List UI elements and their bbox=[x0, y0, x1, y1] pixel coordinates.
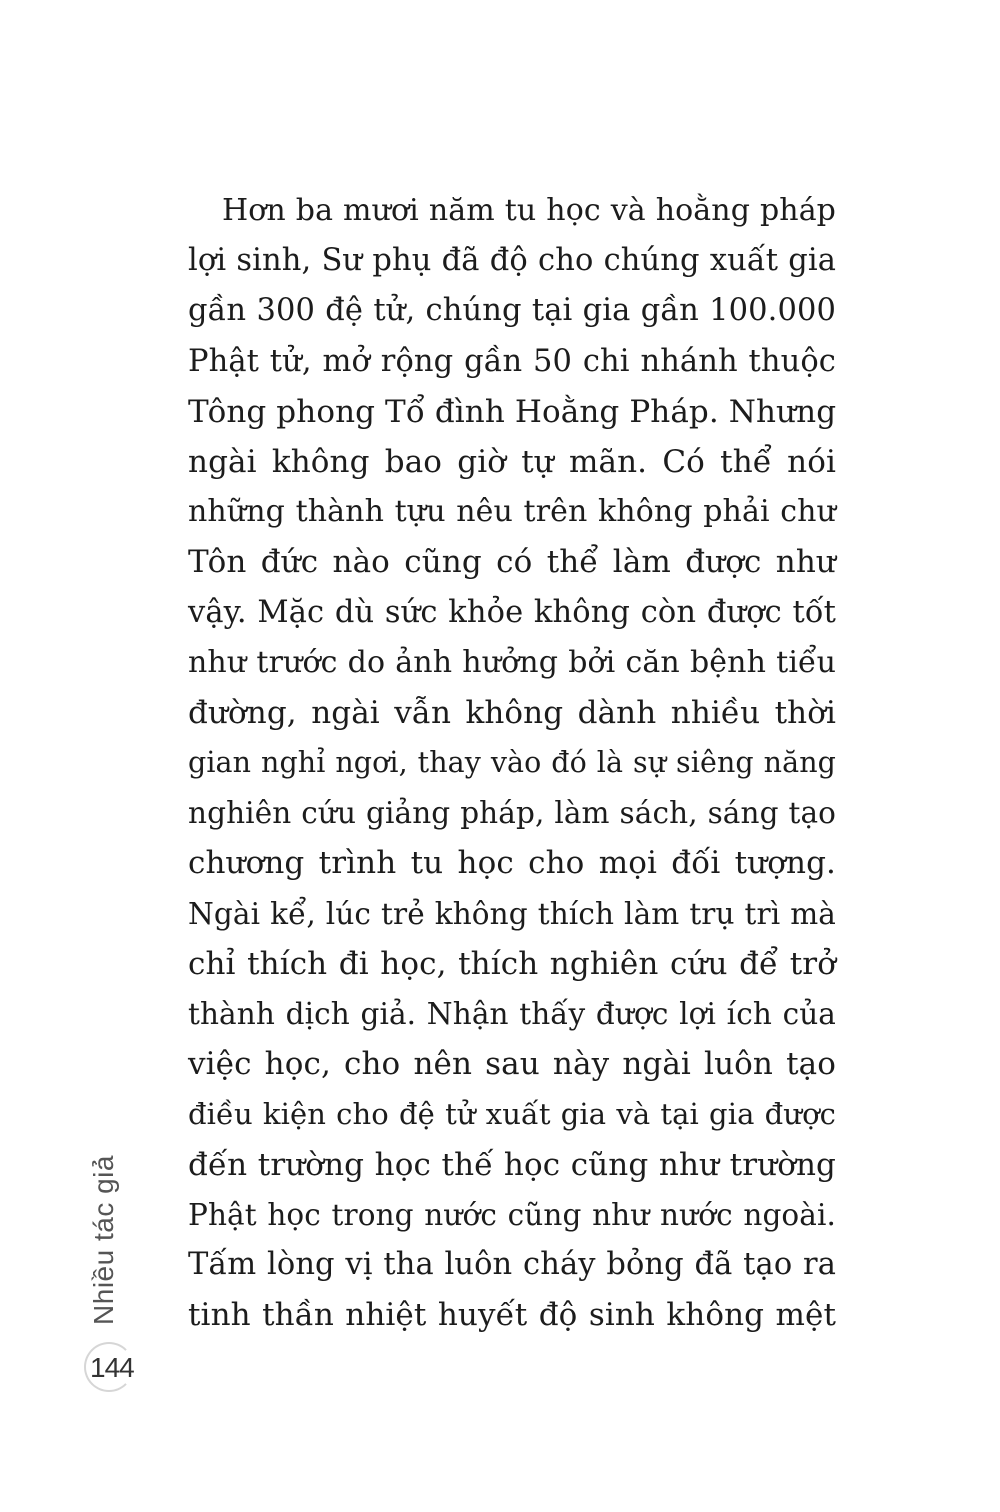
text-line: việc học, cho nên sau này ngài luôn tạo bbox=[188, 1046, 836, 1083]
text-line: Phật tử, mở rộng gần 50 chi nhánh thuộc bbox=[188, 343, 836, 379]
text-line: chỉ thích đi học, thích nghiên cứu để trở bbox=[188, 945, 836, 982]
text-line: Tôn đức nào cũng có thể làm được như bbox=[188, 544, 836, 581]
text-line: Hơn ba mươi năm tu học và hoằng pháp bbox=[222, 193, 836, 228]
text-line: tinh thần nhiệt huyết độ sinh không mệt bbox=[188, 1297, 836, 1334]
text-line: lợi sinh, Sư phụ đã độ cho chúng xuất gia bbox=[188, 243, 836, 279]
text-line: những thành tựu nêu trên không phải chư bbox=[188, 494, 836, 530]
text-line: gian nghỉ ngơi, thay vào đó là sự siêng năng bbox=[188, 746, 836, 780]
page-number-badge bbox=[84, 1342, 134, 1392]
text-line: Phật học trong nước cũng như nước ngoài. bbox=[188, 1197, 836, 1232]
text-line: Ngài kể, lúc trẻ không thích làm trụ trì mà bbox=[188, 896, 836, 931]
text-line: thành dịch giả. Nhận thấy được lợi ích của bbox=[188, 997, 836, 1031]
text-line: chương trình tu học cho mọi đối tượng. bbox=[188, 845, 836, 882]
text-line: Tấm lòng vị tha luôn cháy bỏng đã tạo ra bbox=[188, 1246, 836, 1282]
text-line: ngài không bao giờ tự mãn. Có thể nói bbox=[188, 443, 836, 480]
text-line: đến trường học thế học cũng như trường bbox=[188, 1146, 836, 1183]
text-line: nghiên cứu giảng pháp, làm sách, sáng tạo bbox=[188, 796, 836, 831]
page-number: 144 bbox=[90, 1352, 134, 1383]
text-line: điều kiện cho đệ tử xuất gia và tại gia được bbox=[188, 1097, 836, 1132]
text-line: gần 300 đệ tử, chúng tại gia gần 100.000 bbox=[188, 293, 836, 329]
text-line: đường, ngài vẫn không dành nhiều thời bbox=[188, 694, 836, 731]
text-line: Tông phong Tổ đình Hoằng Pháp. Nhưng bbox=[188, 393, 837, 430]
body-paragraph bbox=[188, 186, 836, 1340]
running-header: Nhiều tác giả bbox=[88, 1155, 119, 1325]
text-line: vậy. Mặc dù sức khỏe không còn được tốt bbox=[188, 594, 836, 630]
text-line: như trước do ảnh hưởng bởi căn bệnh tiểu bbox=[188, 644, 836, 680]
